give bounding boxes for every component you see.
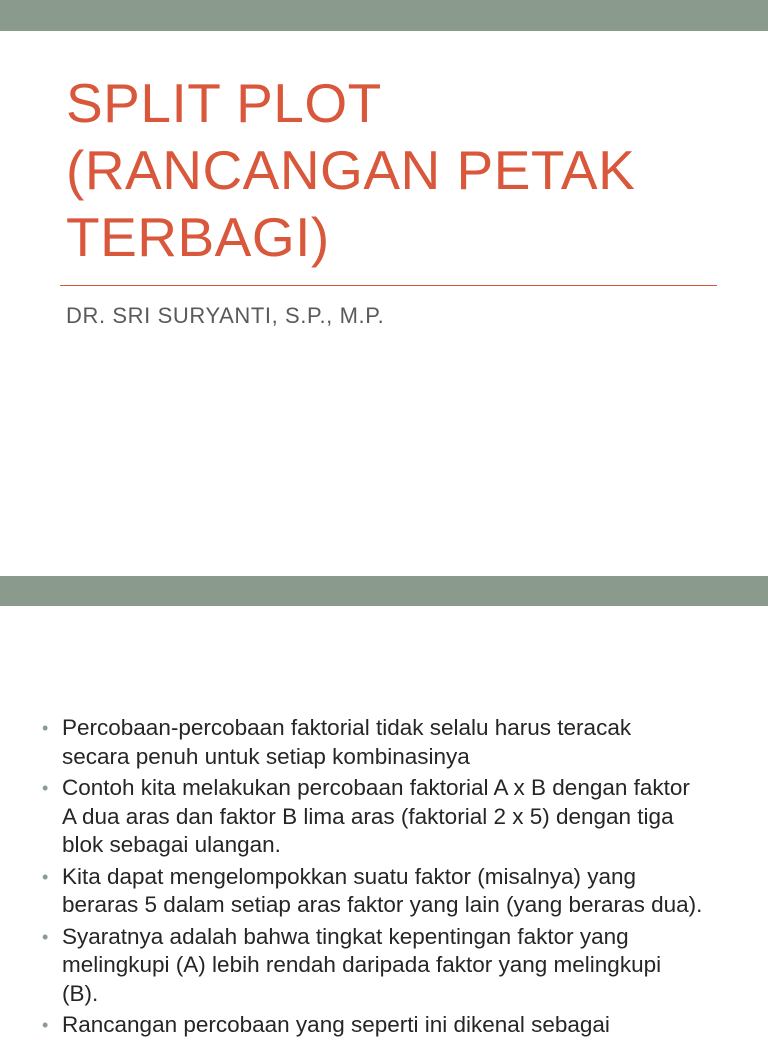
bullet-list [42,714,742,1043]
bullet-dot-icon: • [42,926,49,947]
title-divider [60,285,717,286]
bullet-line: Rancangan percobaan yang seperti ini dikenal sebagai [62,1012,610,1037]
bullet-item [42,923,742,1009]
slide-separator-band [0,576,768,606]
title-line: TERBAGI) [66,206,330,268]
bullet-line: beraras 5 dalam setiap aras faktor yang lain (yang beraras dua). [62,892,703,917]
bullet-line: blok sebagai ulangan. [62,832,281,857]
bullet-line: Contoh kita melakukan percobaan faktorial A x B dengan faktor [62,775,690,800]
bullet-line: (B). [62,980,99,1006]
bullet-dot-icon: • [42,1015,49,1035]
bullet-item [42,863,742,920]
bullet-dot-icon: • [42,778,49,798]
bullet-line: melingkupi (A) lebih rendah daripada faktor yang melingkupi [62,952,662,977]
bullet-dot-icon: • [42,866,49,887]
bullet-line: Kita dapat mengelompokkan suatu faktor (misalnya) yang [62,863,637,889]
bullet-line: Syaratnya adalah bahwa tingkat kepentingan faktor yang [62,923,629,949]
top-accent-band [0,0,768,31]
slide-title [66,70,726,271]
bullet-line: secara penuh untuk setiap kombinasinya [62,743,470,769]
bullet-line: A dua aras dan faktor B lima aras (faktorial 2 x 5) dengan tiga [62,803,674,829]
bullet-dot-icon: • [42,718,49,738]
author-subtitle: DR. SRI SURYANTI, S.P., M.P. [66,303,385,328]
title-line: (RANCANGAN PETAK [66,139,636,201]
bullet-item [42,714,742,771]
title-line: SPLIT PLOT [66,72,382,134]
bullet-line: Percobaan-percobaan faktorial tidak selalu harus teracak [62,715,632,740]
bullet-item [42,774,742,860]
bullet-item [42,1011,742,1040]
